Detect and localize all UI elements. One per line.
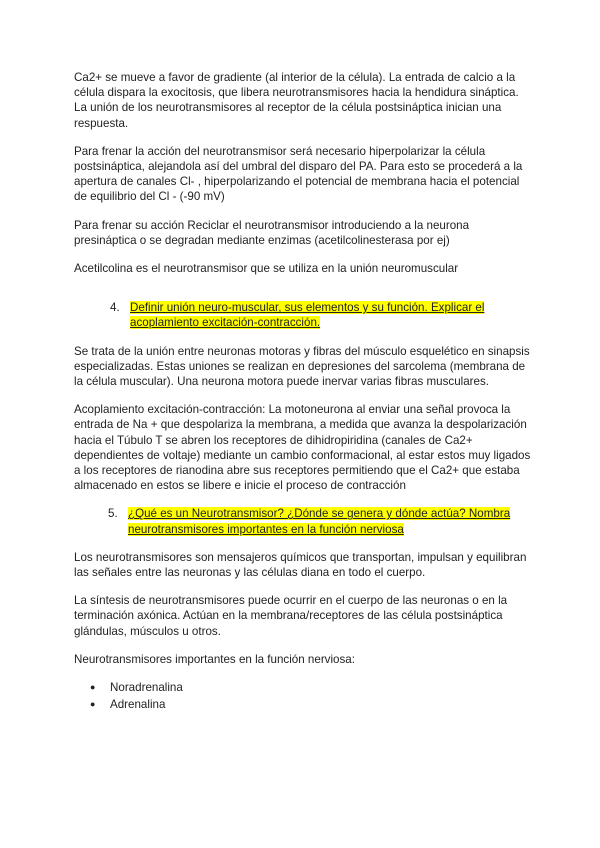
paragraph-calcium: Ca2+ se mueve a favor de gradiente (al interior de la célula). La entrada de calcio a la célula dispara la exocitosis, que libera neurotransmisores hacia la hendidura sináptica. La unión de los neurotransmisores al receptor de la célula postsináptica inician una respuesta. — [74, 71, 519, 130]
list-item — [90, 680, 534, 695]
paragraph-important-list-intro: Neurotransmisores importantes en la función nerviosa: — [74, 652, 355, 666]
question-4-number: 4. — [110, 301, 120, 315]
question-5 — [108, 506, 534, 536]
paragraph-recycle: Para frenar su acción Reciclar el neurotransmisor introduciendo a la neurona presináptica o se degradan mediante enzimas (acetilcolinesterasa por ej) — [74, 218, 470, 247]
paragraph-synthesis: La síntesis de neurotransmisores puede ocurrir en el cuerpo de las neuronas o en la terminación axónica. Actúan en la membrana/receptores de las célula postsináptica glándulas, músculos u otros. — [74, 594, 508, 638]
question-4-text: Definir unión neuro-muscular, sus elementos y su función. Explicar el acoplamiento excitación-contracción. — [130, 301, 485, 330]
paragraph-neurotransmitter-def: Los neurotransmisores son mensajeros químicos que transportan, impulsan y equilibran las señales entre las neuronas y las células diana en todo el cuerpo. — [74, 550, 527, 580]
question-5-number: 5. — [108, 507, 118, 521]
bullet-icon: ● — [90, 682, 96, 693]
paragraph-acetylcholine: Acetilcolina es el neurotransmisor que se utiliza en la unión neuromuscular — [74, 262, 459, 276]
paragraph-coupling: Acoplamiento excitación-contracción: La motoneurona al enviar una señal provoca la entrada de Na + que despolariza la membrana, a medida que avanza la despolarización hacia el Túbulo T se abren los receptores de dihidropiridina (canales de Ca2+ dependientes de voltaje) mediante un cambio conformacional, al estar estos muy ligados a los receptores de rianodina abre sus receptores permitiendo que el Ca2+ que estaba almacenado en estos se libere e inicie el proceso de contracción — [74, 403, 531, 493]
list-item-label: Adrenalina — [110, 698, 166, 712]
question-4 — [110, 300, 534, 330]
paragraph-neuromuscular: Se trata de la unión entre neuronas motoras y fibras del músculo esquelético en sinapsis especializadas. Estas uniones se realizan en depresiones del sarcolema (membrana de la célula muscular). Una neurona motora puede inervar varias fibras musculares. — [74, 344, 530, 389]
list-item-label: Noradrenalina — [110, 681, 183, 695]
question-5-text: ¿Qué es un Neurotransmisor? ¿Dónde se genera y dónde actúa? Nombra neurotransmisores importantes en la función nerviosa — [128, 507, 511, 536]
bullet-icon: ● — [90, 699, 96, 710]
neurotransmitter-list — [90, 680, 534, 712]
paragraph-hyperpolarize: Para frenar la acción del neurotransmisor será necesario hiperpolarizar la célula postsináptica, alejandola así del umbral del disparo del PA. Para esto se procederá a la apertura de canales Cl- , hiperpolarizando el potencial de membrana hacia el potencial de equilibrio del Cl - (-90 mV) — [74, 144, 523, 204]
document-body — [74, 70, 534, 715]
list-item — [90, 697, 534, 712]
